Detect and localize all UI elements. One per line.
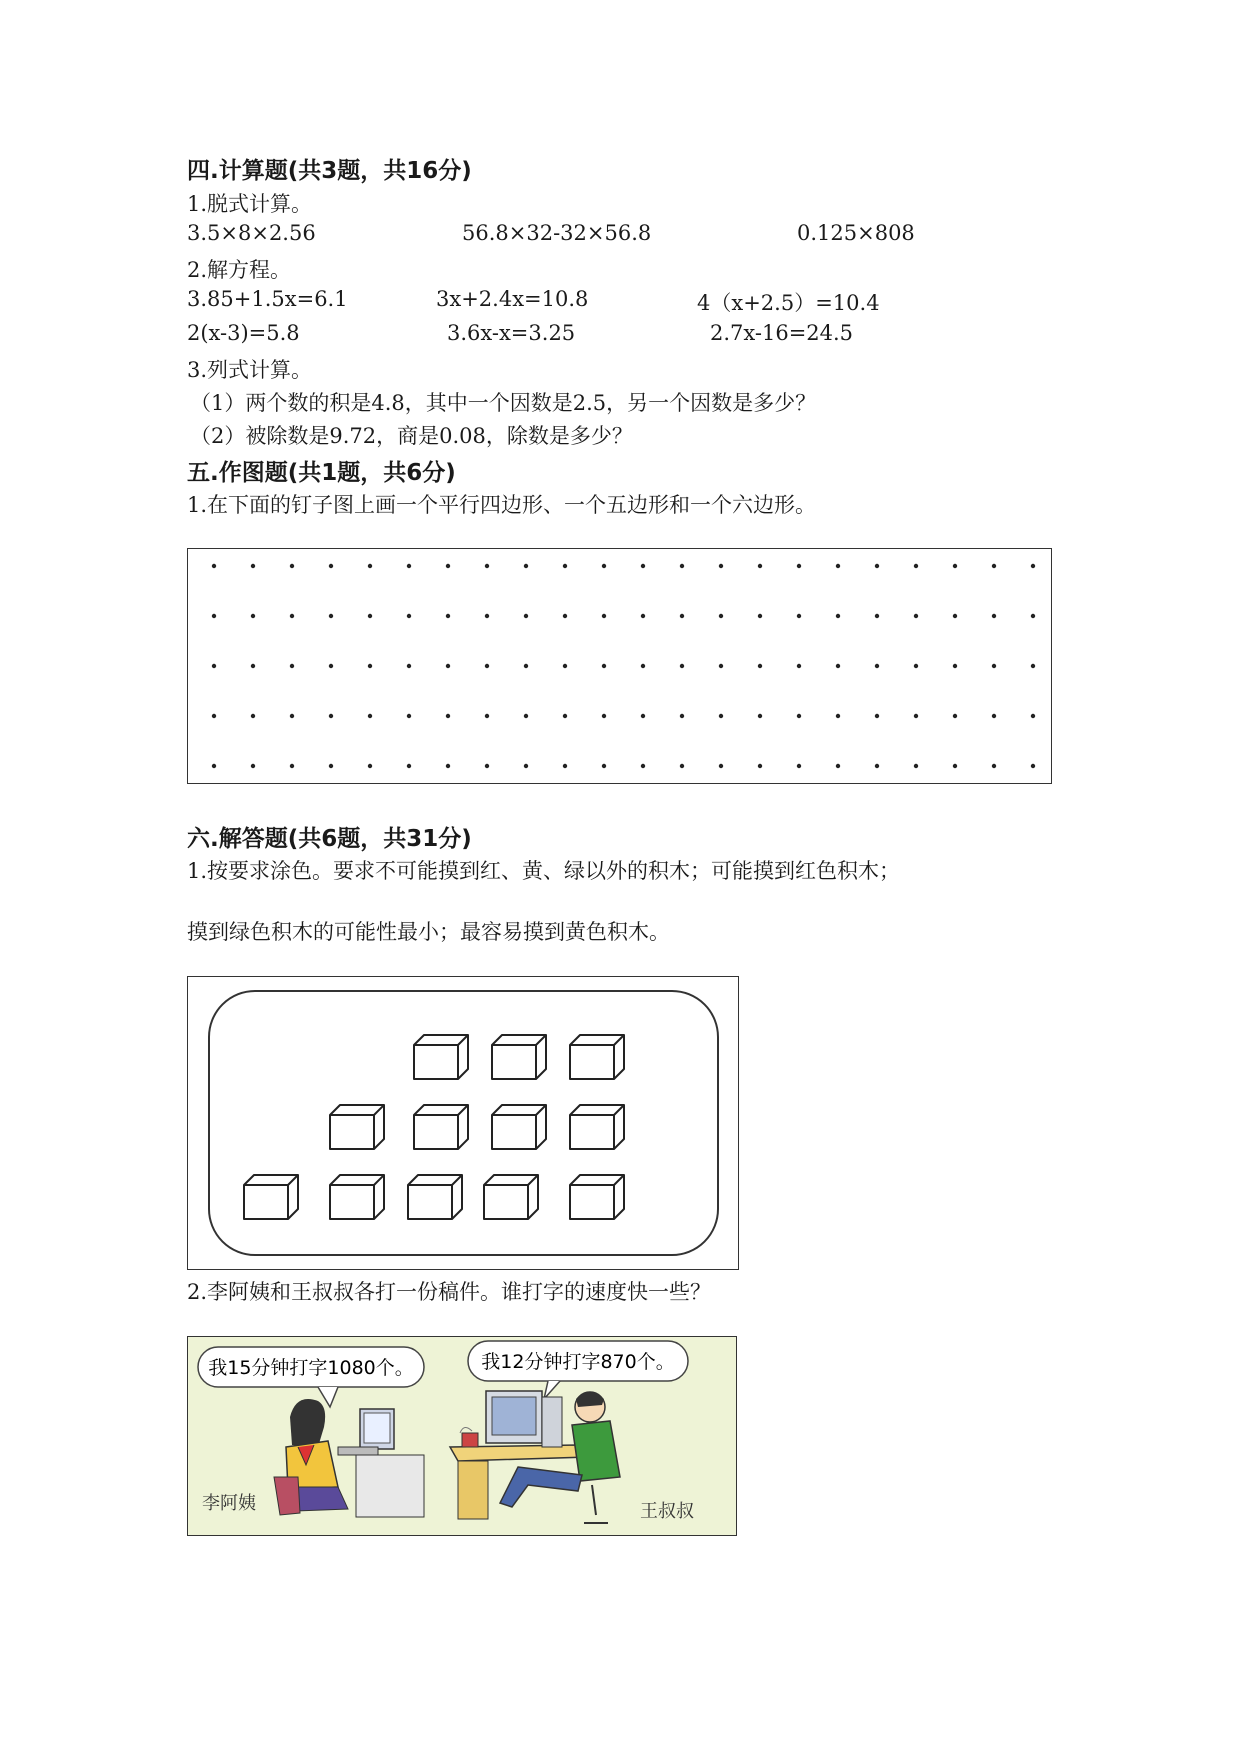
nail-dot[interactable] <box>758 564 762 568</box>
block-cube[interactable] <box>570 1105 624 1149</box>
nail-dot[interactable] <box>836 614 840 618</box>
nail-dot[interactable] <box>251 564 255 568</box>
q4-1-prompt: 1.脱式计算。 <box>187 192 313 216</box>
nail-dot[interactable] <box>602 614 606 618</box>
block-cube[interactable] <box>570 1035 624 1079</box>
nail-dot[interactable] <box>290 614 294 618</box>
nail-dot[interactable] <box>914 664 918 668</box>
nail-dot[interactable] <box>992 764 996 768</box>
nail-dot[interactable] <box>368 764 372 768</box>
nail-dot[interactable] <box>719 564 723 568</box>
nail-dot[interactable] <box>797 714 801 718</box>
nail-dot[interactable] <box>563 564 567 568</box>
nail-dot[interactable] <box>875 664 879 668</box>
block-cube[interactable] <box>244 1175 298 1219</box>
nail-dot[interactable] <box>602 714 606 718</box>
nail-dot[interactable] <box>680 764 684 768</box>
nail-dot[interactable] <box>329 614 333 618</box>
nail-grid <box>188 549 1050 782</box>
block-cube[interactable] <box>492 1105 546 1149</box>
typing-illustration <box>188 1337 735 1534</box>
q4-2-eq-6: 2.7x-16=24.5 <box>710 321 854 345</box>
q6-2-prompt: 2.李阿姨和王叔叔各打一份稿件。谁打字的速度快一些？ <box>187 1280 712 1304</box>
nail-dot[interactable] <box>446 764 450 768</box>
nail-dot[interactable] <box>836 764 840 768</box>
q4-2-eq-5: 3.6x-x=3.25 <box>447 321 576 345</box>
nail-dot[interactable] <box>641 564 645 568</box>
nail-dot[interactable] <box>1031 564 1035 568</box>
nail-dot[interactable] <box>212 664 216 668</box>
nail-dot[interactable] <box>953 764 957 768</box>
nail-dot[interactable] <box>836 714 840 718</box>
nail-dot[interactable] <box>368 664 372 668</box>
block-cube[interactable] <box>570 1175 624 1219</box>
nail-dot[interactable] <box>797 664 801 668</box>
block-cube[interactable] <box>492 1035 546 1079</box>
nail-dot[interactable] <box>446 714 450 718</box>
blocks-illustration <box>188 977 737 1268</box>
nail-dot[interactable] <box>407 614 411 618</box>
nail-dot[interactable] <box>992 614 996 618</box>
nail-dot[interactable] <box>212 764 216 768</box>
woman-at-computer <box>202 1399 424 1517</box>
nail-dot[interactable] <box>407 714 411 718</box>
nail-dot[interactable] <box>641 664 645 668</box>
nail-dot[interactable] <box>914 564 918 568</box>
nail-dot[interactable] <box>524 714 528 718</box>
q6-1-line1: 1.按要求涂色。要求不可能摸到红、黄、绿以外的积木；可能摸到红色积木； <box>187 859 901 883</box>
nail-dot[interactable] <box>953 614 957 618</box>
nail-dot[interactable] <box>641 614 645 618</box>
nail-dot[interactable] <box>368 564 372 568</box>
nail-dot[interactable] <box>290 664 294 668</box>
nail-dot[interactable] <box>797 564 801 568</box>
bubble-right-text: 我12分钟打字870个。 <box>481 1351 675 1373</box>
name-right: 王叔叔 <box>640 1501 694 1522</box>
nail-dot[interactable] <box>446 614 450 618</box>
nail-dot[interactable] <box>719 664 723 668</box>
nail-dot[interactable] <box>914 614 918 618</box>
nail-dot[interactable] <box>836 564 840 568</box>
section4-title: 四.计算题(共3题，共16分) <box>187 158 472 184</box>
q4-2-eq-2: 3x+2.4x=10.8 <box>436 287 589 311</box>
block-cube[interactable] <box>330 1105 384 1149</box>
nail-dot[interactable] <box>524 564 528 568</box>
nail-grid-box[interactable] <box>187 548 1052 784</box>
nail-dot[interactable] <box>992 564 996 568</box>
nail-dot[interactable] <box>797 614 801 618</box>
nail-dot[interactable] <box>329 714 333 718</box>
nail-dot[interactable] <box>1031 714 1035 718</box>
nail-dot[interactable] <box>953 564 957 568</box>
nail-dot[interactable] <box>914 714 918 718</box>
nail-dot[interactable] <box>641 714 645 718</box>
nail-dot[interactable] <box>329 564 333 568</box>
nail-dot[interactable] <box>1031 764 1035 768</box>
nail-dot[interactable] <box>602 564 606 568</box>
nail-dot[interactable] <box>641 764 645 768</box>
nail-dot[interactable] <box>407 764 411 768</box>
q4-3-prompt: 3.列式计算。 <box>187 358 313 382</box>
q4-2-eq-4: 2(x-3)=5.8 <box>187 321 300 345</box>
nail-dot[interactable] <box>446 564 450 568</box>
block-cube[interactable] <box>330 1175 384 1219</box>
q4-1-expr-1: 3.5×8×2.56 <box>187 221 316 245</box>
q4-3-b: （2）被除数是9.72，商是0.08，除数是多少？ <box>190 424 633 448</box>
nail-dot[interactable] <box>953 714 957 718</box>
bubble-left-text: 我15分钟打字1080个。 <box>208 1357 414 1379</box>
nail-dot[interactable] <box>836 664 840 668</box>
q4-2-prompt: 2.解方程。 <box>187 258 292 282</box>
left-speech-bubble <box>198 1347 424 1407</box>
nail-dot[interactable] <box>485 764 489 768</box>
nail-dot[interactable] <box>875 614 879 618</box>
nail-dot[interactable] <box>1031 614 1035 618</box>
nail-dot[interactable] <box>290 764 294 768</box>
nail-dot[interactable] <box>992 714 996 718</box>
nail-dot[interactable] <box>875 714 879 718</box>
nail-dot[interactable] <box>329 664 333 668</box>
q4-1-expr-3: 0.125×808 <box>797 221 915 245</box>
nail-dot[interactable] <box>212 614 216 618</box>
q4-2-eq-1: 3.85+1.5x=6.1 <box>187 287 348 311</box>
nail-dot[interactable] <box>758 714 762 718</box>
nail-dot[interactable] <box>563 714 567 718</box>
nail-dot[interactable] <box>797 764 801 768</box>
block-cube[interactable] <box>414 1035 468 1079</box>
nail-dot[interactable] <box>446 664 450 668</box>
nail-dot[interactable] <box>485 664 489 668</box>
nail-dot[interactable] <box>212 564 216 568</box>
nail-dot[interactable] <box>680 564 684 568</box>
nail-dot[interactable] <box>875 764 879 768</box>
nail-dot[interactable] <box>407 664 411 668</box>
nail-dot[interactable] <box>719 614 723 618</box>
nail-dot[interactable] <box>719 714 723 718</box>
name-left: 李阿姨 <box>202 1493 256 1514</box>
nail-dot[interactable] <box>563 614 567 618</box>
nail-dot[interactable] <box>680 714 684 718</box>
nail-dot[interactable] <box>563 664 567 668</box>
q5-1-prompt: 1.在下面的钉子图上画一个平行四边形、一个五边形和一个六边形。 <box>187 493 817 517</box>
nail-dot[interactable] <box>407 564 411 568</box>
blocks-figure <box>187 976 739 1270</box>
nail-dot[interactable] <box>914 764 918 768</box>
nail-dot[interactable] <box>485 614 489 618</box>
nail-dot[interactable] <box>602 764 606 768</box>
nail-dot[interactable] <box>758 664 762 668</box>
section6-title: 六.解答题(共6题，共31分) <box>187 826 472 852</box>
nail-dot[interactable] <box>485 564 489 568</box>
nail-dot[interactable] <box>251 664 255 668</box>
block-cube[interactable] <box>414 1105 468 1149</box>
nail-dot[interactable] <box>524 614 528 618</box>
nail-dot[interactable] <box>251 714 255 718</box>
nail-dot[interactable] <box>992 664 996 668</box>
nail-dot[interactable] <box>524 664 528 668</box>
q4-1-expr-2: 56.8×32-32×56.8 <box>462 221 652 245</box>
block-cube[interactable] <box>408 1175 462 1219</box>
nail-dot[interactable] <box>680 664 684 668</box>
man-at-computer <box>450 1391 694 1523</box>
nail-dot[interactable] <box>758 614 762 618</box>
nail-dot[interactable] <box>368 714 372 718</box>
nail-dot[interactable] <box>563 764 567 768</box>
nail-dot[interactable] <box>758 764 762 768</box>
nail-dot[interactable] <box>485 714 489 718</box>
nail-dot[interactable] <box>251 764 255 768</box>
nail-dot[interactable] <box>953 664 957 668</box>
nail-dot[interactable] <box>251 614 255 618</box>
nail-dot[interactable] <box>329 764 333 768</box>
section5-title: 五.作图题(共1题，共6分) <box>187 460 456 486</box>
nail-dot[interactable] <box>602 664 606 668</box>
nail-dot[interactable] <box>212 714 216 718</box>
typing-figure <box>187 1336 737 1536</box>
nail-dot[interactable] <box>719 764 723 768</box>
block-cube[interactable] <box>484 1175 538 1219</box>
nail-dot[interactable] <box>1031 664 1035 668</box>
nail-dot[interactable] <box>524 764 528 768</box>
q4-2-eq-3: 4（x+2.5）=10.4 <box>697 291 880 315</box>
q6-1-line2: 摸到绿色积木的可能性最小；最容易摸到黄色积木。 <box>187 920 670 944</box>
nail-dot[interactable] <box>875 564 879 568</box>
q4-3-a: （1）两个数的积是4.8，其中一个因数是2.5，另一个因数是多少？ <box>190 391 817 415</box>
nail-dot[interactable] <box>368 614 372 618</box>
nail-dot[interactable] <box>290 564 294 568</box>
nail-dot[interactable] <box>290 714 294 718</box>
nail-dot[interactable] <box>680 614 684 618</box>
